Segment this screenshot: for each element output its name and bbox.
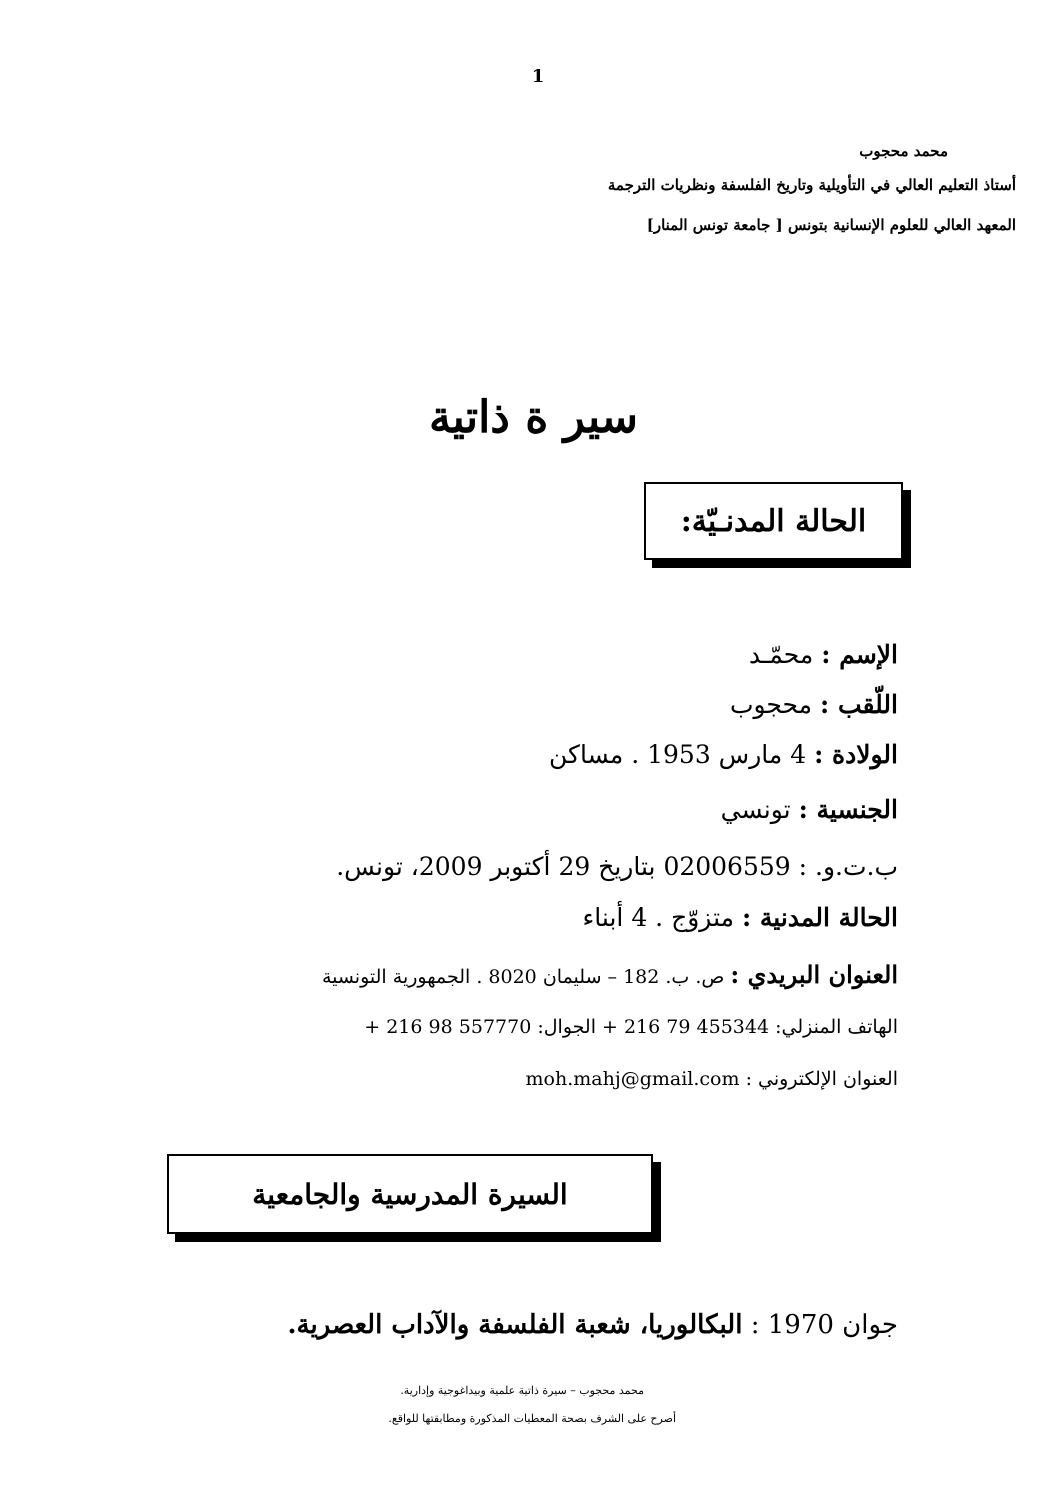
author-name: محمد محجوب [859,142,948,160]
footer-line-2: أصرح على الشرف بصحة المعطيات المذكورة ومطابقتها للواقع. [388,1412,676,1425]
nationality-label: الجنسية : [798,795,898,824]
footer-line-1: محمد محجوب – سيرة ذاتية علمية وبيداغوجية وإدارية. [400,1384,644,1397]
birth-value: 4 مارس 1953 . مساكن [549,740,807,769]
phone-line: الهاتف المنزلي: 455344 79 216 + الجوال: 557770 98 216 + [364,1016,898,1038]
page-number: 1 [531,66,545,87]
civil-status-heading-box [644,482,903,560]
name-value: محمّـد [748,640,814,669]
surname-value: محجوب [729,690,813,719]
email-line [526,1068,898,1090]
civil-status-heading: الحالة المدنـيّة: [680,503,867,539]
email-label: العنوان الإلكتروني : [745,1068,898,1090]
nationality-value: تونسي [720,795,791,824]
nationality-line [721,795,898,824]
postal-value: ص. ب. 182 – سليمان 8020 . الجمهورية التونسية [321,966,725,988]
marital-status-line [583,903,898,932]
education-entry [288,1310,899,1340]
postal-address-line [322,960,898,989]
surname-label: اللّقب : [820,690,898,719]
id-card-line: ب.ت.و. : 02006559 بتاريخ 29 أكتوبر 2009، تونس. [336,852,898,881]
academic-heading: السيرة المدرسية والجامعية [252,1177,568,1211]
surname-line [730,690,898,719]
marital-label: الحالة المدنية : [741,903,898,932]
document-title: سير ة ذاتية [428,392,638,443]
marital-value: متزوّج . 4 أبناء [582,903,735,932]
postal-label: العنوان البريدي : [730,960,898,989]
birth-line [549,740,898,769]
author-institution: المعهد العالي للعلوم الإنسانية بتونس [ جامعة تونس المنار] [646,216,1016,234]
author-title: أستاذ التعليم العالي في التأويلية وتاريخ الفلسفة ونظريات الترجمة [607,176,1016,194]
email-value[interactable]: moh.mahj@gmail.com [525,1068,740,1090]
birth-label: الولادة : [814,740,898,769]
education-date: جوان 1970 : [750,1310,898,1340]
academic-heading-box [167,1154,653,1234]
name-label: الإسم : [821,640,898,669]
name-line [749,640,898,669]
education-text: البكالوريا، شعبة الفلسفة والآداب العصرية. [287,1310,743,1340]
